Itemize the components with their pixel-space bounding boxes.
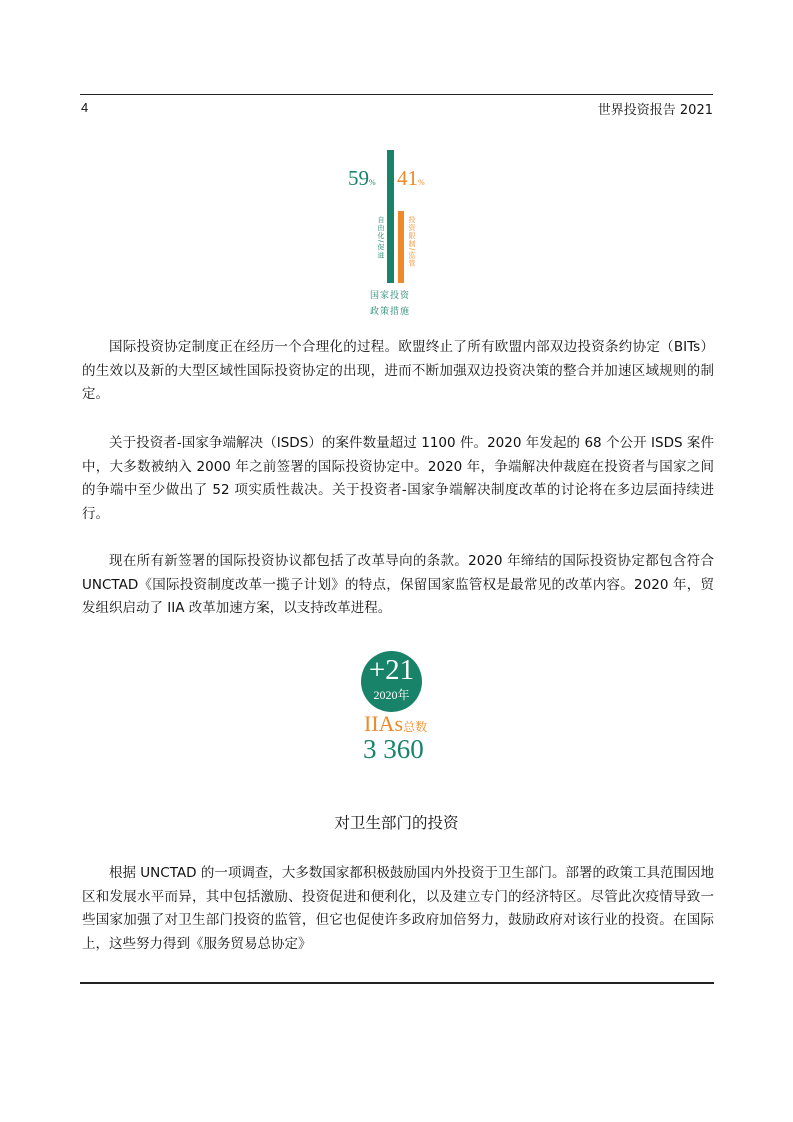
paragraph-iia-rationalization: 国际投资协定制度正在经历一个合理化的过程。欧盟终止了所有欧盟内部双边投资条约协定（BITs） 的生效以及新的大型区域性国际投资协定的出现，进而不断加强双边投资决策的整合并加速区域规则的制定。	[82, 339, 714, 402]
policy-caption-line2: 政策措施	[369, 307, 410, 317]
iia-total-label: IIAs总数	[364, 711, 428, 736]
restriction-bar	[398, 211, 404, 283]
paragraph-health-investment: 根据 UNCTAD 的一项调查，大多数国家都积极鼓励国内外投资于卫生部门。部署的政策工具范围因地区和发展水平而异，其中包括激励、投资促进和便利化，以及建立专门的经济特区。尽管此次疫情导致一些国家加强了对卫生部门投资的监管，但它也促使许多政府加倍努力，鼓励政府对该行业的投资。在国际上，这些努力得到《服务贸易总协定》	[82, 865, 714, 952]
page-number: 4	[81, 100, 89, 115]
new-iia-year: 2020年	[373, 688, 410, 702]
report-title: 世界投资报告 2021	[597, 103, 713, 118]
restriction-label: 投资限制/监管	[408, 216, 416, 268]
footer-rule	[80, 982, 714, 984]
liberalization-label: 自由化/促进	[377, 216, 385, 260]
liberalization-percent: 59%	[348, 166, 376, 190]
new-iia-circle	[361, 651, 422, 712]
policy-caption-line1: 国家投资	[369, 291, 410, 301]
paragraph-isds: 关于投资者-国家争端解决（ISDS）的案件数量超过 1100 件。2020 年发起的 68 个公开 ISDS 案件中，大多数被纳入 2000 年之前签署的国际投资协定中。2020 年，争端解决仲裁庭在投资者与国家之间的争端中至少做出了 52 项实质性裁决。关于投资者-国家争端解决制度改革的讨论将在多边层面持续进行。	[82, 435, 714, 522]
new-iia-count: +21	[368, 654, 415, 686]
iia-total-value: 3 360	[363, 734, 424, 764]
liberalization-bar	[387, 150, 394, 283]
paragraph-reform: 现在所有新签署的国际投资协议都包括了改革导向的条款。2020 年缔结的国际投资协定都包含符合 UNCTAD《国际投资制度改革一揽子计划》的特点，保留国家监管权是最常见的改革内容。2020 年，贸发组织启动了 IIA 改革加速方案，以支持改革进程。	[82, 553, 714, 616]
iia-count-infographic	[358, 651, 448, 771]
section-title: 对卫生部门的投资	[334, 814, 459, 832]
header-rule	[80, 94, 713, 95]
policy-measures-infographic	[340, 148, 440, 318]
policy-caption	[358, 288, 422, 320]
restriction-percent: 41%	[397, 166, 425, 190]
